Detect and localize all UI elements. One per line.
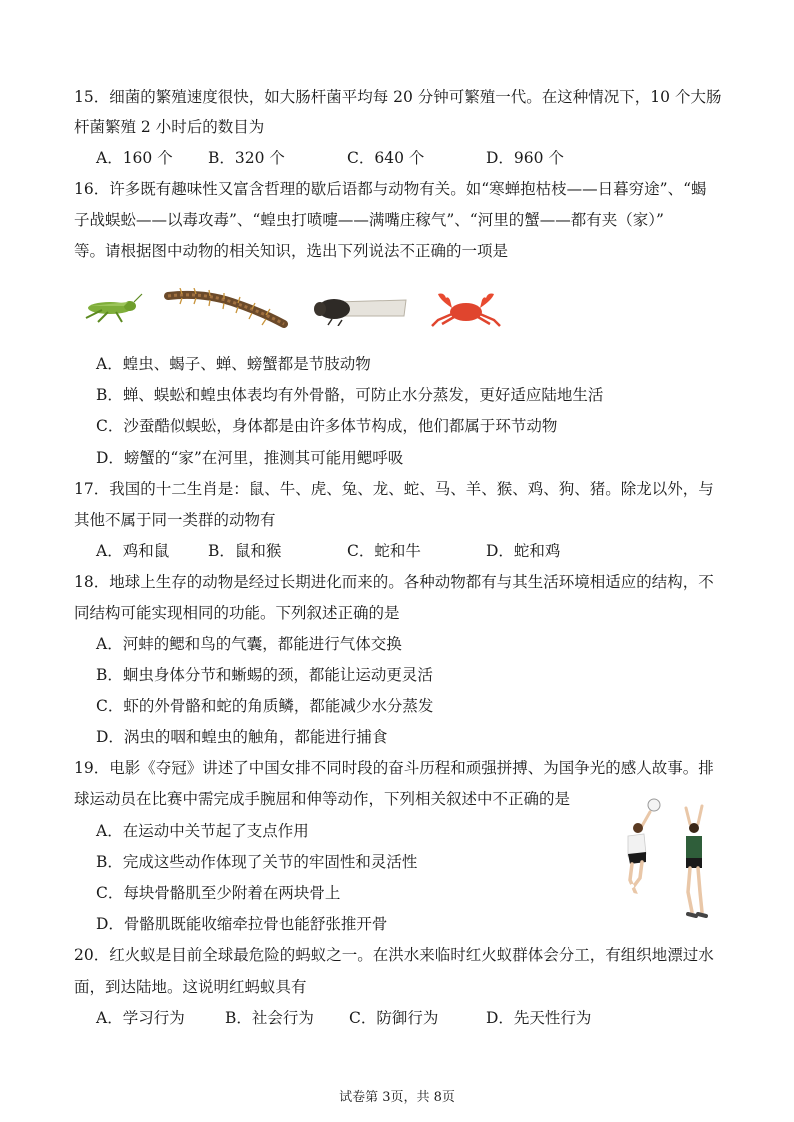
q16-stem-line3: 等。请根据图中动物的相关知识，选出下列说法不正确的一项是 (74, 242, 509, 260)
q15-option-a: A．160 个 (96, 149, 173, 167)
q19-option-c: C．每块骨骼肌至少附着在两块骨上 (96, 884, 341, 902)
q17-option-b: B．鼠和猴 (208, 542, 282, 560)
q18-option-d: D．涡虫的咽和蝗虫的触角，都能进行捕食 (96, 728, 388, 746)
q19-option-d: D．骨骼肌既能收缩牵拉骨也能舒张推开骨 (96, 915, 388, 933)
q16-stem-line1: 16．许多既有趣味性又富含哲理的歇后语都与动物有关。如“寒蝉抱枯枝——日暮穷途”、“蝎 (74, 180, 707, 198)
cicada-image (312, 292, 408, 326)
q20-option-c: C．防御行为 (349, 1009, 439, 1027)
q17-stem-line1: 17．我国的十二生肖是：鼠、牛、虎、兔、龙、蛇、马、羊、猴、鸡、狗、猪。除龙以外，与 (74, 480, 714, 498)
q18-option-b: B．蛔虫身体分节和蜥蜴的颈，都能让运动更灵活 (96, 666, 433, 684)
q16-stem-line2: 子战蜈蚣——以毒攻毒”、“蝗虫打喷嚏——满嘴庄稼气”、“河里的蟹——都有夹（家）” (74, 211, 664, 229)
q17-option-c: C．蛇和牛 (347, 542, 421, 560)
volleyball-players-image (606, 796, 730, 922)
q15-option-c: C．640 个 (347, 149, 425, 167)
q18-stem-line2: 同结构可能实现相同的功能。下列叙述正确的是 (74, 604, 400, 622)
q16-option-d: D．螃蟹的“家”在河里，推测其可能用鳃呼吸 (96, 449, 404, 467)
q15-stem-line1: 15．细菌的繁殖速度很快，如大肠杆菌平均每 20 分钟可繁殖一代。在这种情况下，10 个大肠 (74, 88, 722, 106)
q20-option-b: B．社会行为 (225, 1009, 314, 1027)
q19-option-b: B．完成这些动作体现了关节的牢固性和灵活性 (96, 853, 418, 871)
q17-stem-line2: 其他不属于同一类群的动物有 (74, 511, 276, 529)
q20-option-d: D．先天性行为 (486, 1009, 592, 1027)
q16-option-a: A．蝗虫、蝎子、蝉、螃蟹都是节肢动物 (96, 355, 371, 373)
q16-option-b: B．蝉、蜈蚣和蝗虫体表均有外骨骼，可防止水分蒸发，更好适应陆地生活 (96, 386, 604, 404)
q18-stem-line1: 18．地球上生存的动物是经过长期进化而来的。各种动物都有与其生活环境相适应的结构，不 (74, 573, 714, 591)
q20-stem-line2: 面，到达陆地。这说明红蚂蚁具有 (74, 978, 307, 996)
q15-option-d: D．960 个 (486, 149, 564, 167)
q19-stem-line1: 19．电影《夺冠》讲述了中国女排不同时段的奋斗历程和顽强拼搏、为国争光的感人故事。排 (74, 759, 714, 777)
q15-stem-line2: 杆菌繁殖 2 小时后的数目为 (74, 118, 265, 136)
q19-option-a: A．在运动中关节起了支点作用 (96, 822, 309, 840)
page-footer: 试卷第 3页，共 8页 (339, 1090, 455, 1105)
grasshopper-image (78, 292, 144, 324)
q20-option-a: A．学习行为 (96, 1009, 185, 1027)
q17-option-d: D．蛇和鸡 (486, 542, 561, 560)
q18-option-c: C．虾的外骨骼和蛇的角质鳞，都能减少水分蒸发 (96, 697, 434, 715)
crab-image (428, 290, 504, 330)
q19-stem-line2: 球运动员在比赛中需完成手腕屈和伸等动作，下列相关叙述中不正确的是 (74, 790, 571, 808)
q20-stem-line1: 20．红火蚁是目前全球最危险的蚂蚁之一。在洪水来临时红火蚁群体会分工，有组织地漂过水 (74, 946, 714, 964)
q15-option-b: B．320 个 (208, 149, 285, 167)
q17-option-a: A．鸡和鼠 (96, 542, 170, 560)
q16-option-c: C．沙蚕酷似蜈蚣，身体都是由许多体节构成，他们都属于环节动物 (96, 417, 558, 435)
q18-option-a: A．河蚌的鳃和鸟的气囊，都能进行气体交换 (96, 635, 402, 653)
centipede-image (162, 288, 292, 332)
